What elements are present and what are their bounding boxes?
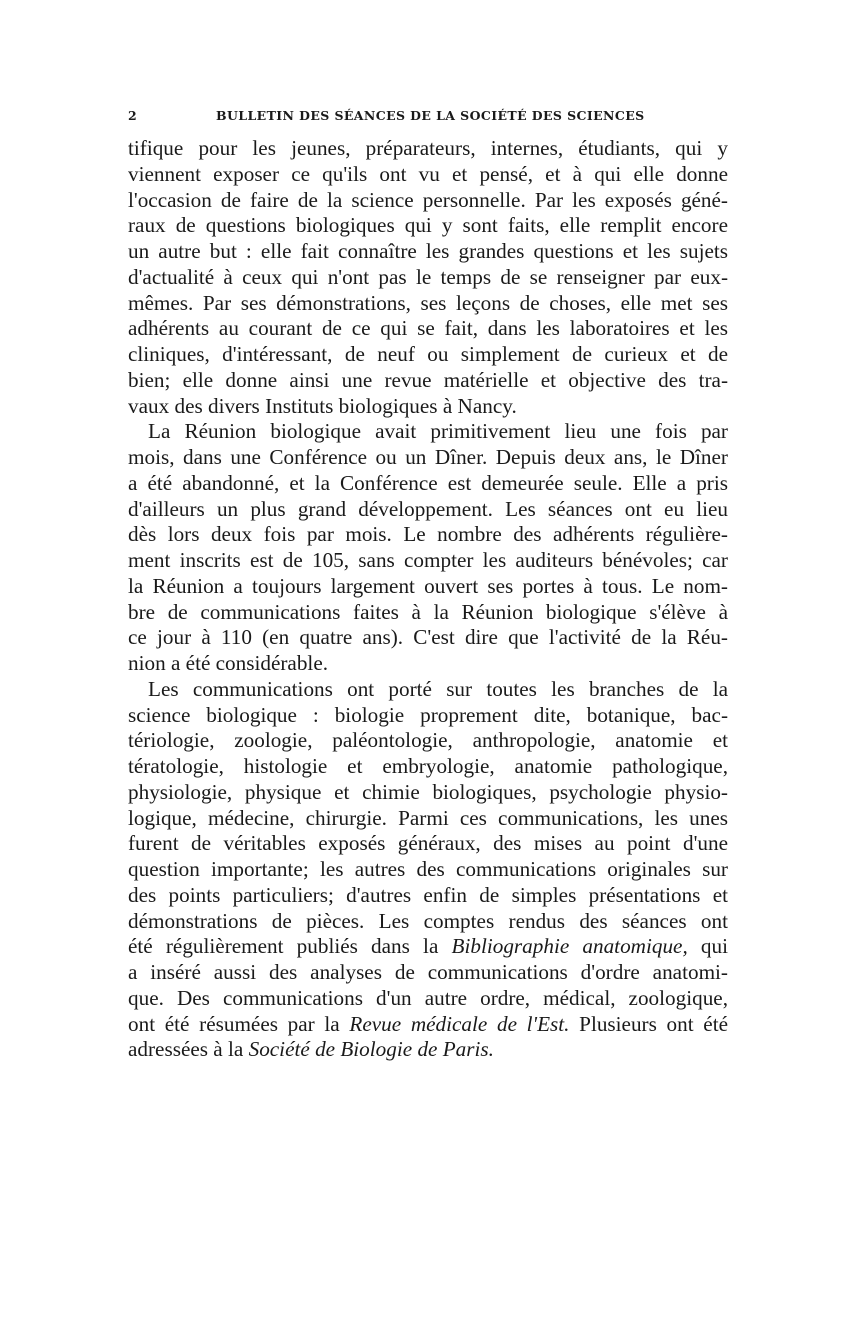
text-segment: ont été résumées par la — [128, 1011, 350, 1036]
text-line: tériologie, zoologie, paléontologie, anthropologie, anatomie et — [128, 728, 728, 753]
body-text — [128, 136, 728, 1063]
page-number: 2 — [128, 108, 138, 123]
running-head-title: BULLETIN DES SÉANCES DE LA SOCIÉTÉ DES SCIENCES — [216, 108, 645, 123]
text-line: mêmes. Par ses démonstrations, ses leçons de choses, elle met ses — [128, 290, 728, 315]
text-line: a été abandonné, et la Conférence est demeurée seule. Elle a pris — [128, 470, 728, 495]
text-line-with-citation — [128, 1037, 728, 1063]
text-segment: Plusieurs ont été — [569, 1011, 728, 1036]
text-line: adhérents au courant de ce qui se fait, dans les laboratoires et les — [128, 316, 728, 341]
text-line: raux de questions biologiques qui y sont faits, elle remplit encore — [128, 213, 728, 238]
society-name: Société de Biologie de Paris. — [248, 1037, 494, 1062]
paragraph-2 — [128, 419, 728, 677]
text-line: tifique pour les jeunes, préparateurs, internes, étudiants, qui y — [128, 136, 728, 160]
text-line: d'ailleurs un plus grand développement. Les séances ont eu lieu — [128, 496, 728, 521]
paragraph-1 — [128, 136, 728, 419]
text-segment: été régulièrement publiés dans la — [128, 934, 452, 959]
text-line: furent de véritables exposés généraux, des mises au point d'une — [128, 831, 728, 856]
running-head — [128, 108, 728, 128]
text-line: cliniques, d'intéressant, de neuf ou simplement de curieux et de — [128, 342, 728, 366]
text-line: un autre but : elle fait connaître les grandes questions et les sujets — [128, 239, 728, 263]
text-line: que. Des communications d'un autre ordre, médical, zoologique, — [128, 985, 728, 1010]
text-line: démonstrations de pièces. Les comptes rendus des séances ont — [128, 908, 728, 933]
text-line: d'actualité à ceux qui n'ont pas le temps de se renseigner par eux- — [128, 264, 728, 289]
text-line: viennent exposer ce qu'ils ont vu et pensé, et à qui elle donne — [128, 161, 728, 186]
text-line: bre de communications faites à la Réunion biologique s'élève à — [128, 599, 728, 624]
text-line: vaux des divers Instituts biologiques à Nancy. — [128, 393, 517, 418]
text-segment: qui — [687, 934, 728, 959]
text-line: logique, médecine, chirurgie. Parmi ces communications, les unes — [128, 805, 728, 830]
text-line: ment inscrits est de 105, sans compter les auditeurs bénévoles; car — [128, 548, 728, 572]
text-line-with-citation — [128, 934, 728, 960]
text-line: l'occasion de faire de la science personnelle. Par les exposés géné- — [128, 187, 728, 212]
text-line: nion a été considérable. — [128, 651, 329, 675]
text-line: science biologique : biologie proprement dite, botanique, bac- — [128, 702, 728, 727]
text-line: La Réunion biologique avait primitivement lieu une fois par — [148, 419, 728, 444]
text-line: bien; elle donne ainsi une revue matérielle et objective des tra- — [128, 367, 728, 392]
text-line: physiologie, physique et chimie biologiques, psychologie physio- — [128, 779, 728, 804]
text-line: la Réunion a toujours largement ouvert ses portes à tous. Le nom- — [128, 573, 728, 598]
journal-title: Revue médicale de l'Est. — [349, 1011, 570, 1036]
text-line: tératologie, histologie et embryologie, anatomie pathologique, — [128, 754, 728, 778]
text-segment: adressées à la — [128, 1037, 249, 1062]
text-line: dès lors deux fois par mois. Le nombre des adhérents régulière- — [128, 522, 728, 547]
text-line: a inséré aussi des analyses de communications d'ordre anatomi- — [128, 960, 728, 984]
text-line: des points particuliers; d'autres enfin de simples présentations et — [128, 882, 728, 907]
journal-title: Bibliographie anatomique, — [451, 934, 688, 959]
text-line: question importante; les autres des communications originales sur — [128, 857, 728, 881]
paragraph-3 — [128, 677, 728, 1063]
text-line-with-citation — [128, 1012, 728, 1038]
text-line: Les communications ont porté sur toutes les branches de la — [148, 676, 728, 701]
text-line: mois, dans une Conférence ou un Dîner. Depuis deux ans, le Dîner — [128, 445, 728, 469]
text-line: ce jour à 110 (en quatre ans). C'est dire que l'activité de la Réu- — [128, 625, 728, 650]
